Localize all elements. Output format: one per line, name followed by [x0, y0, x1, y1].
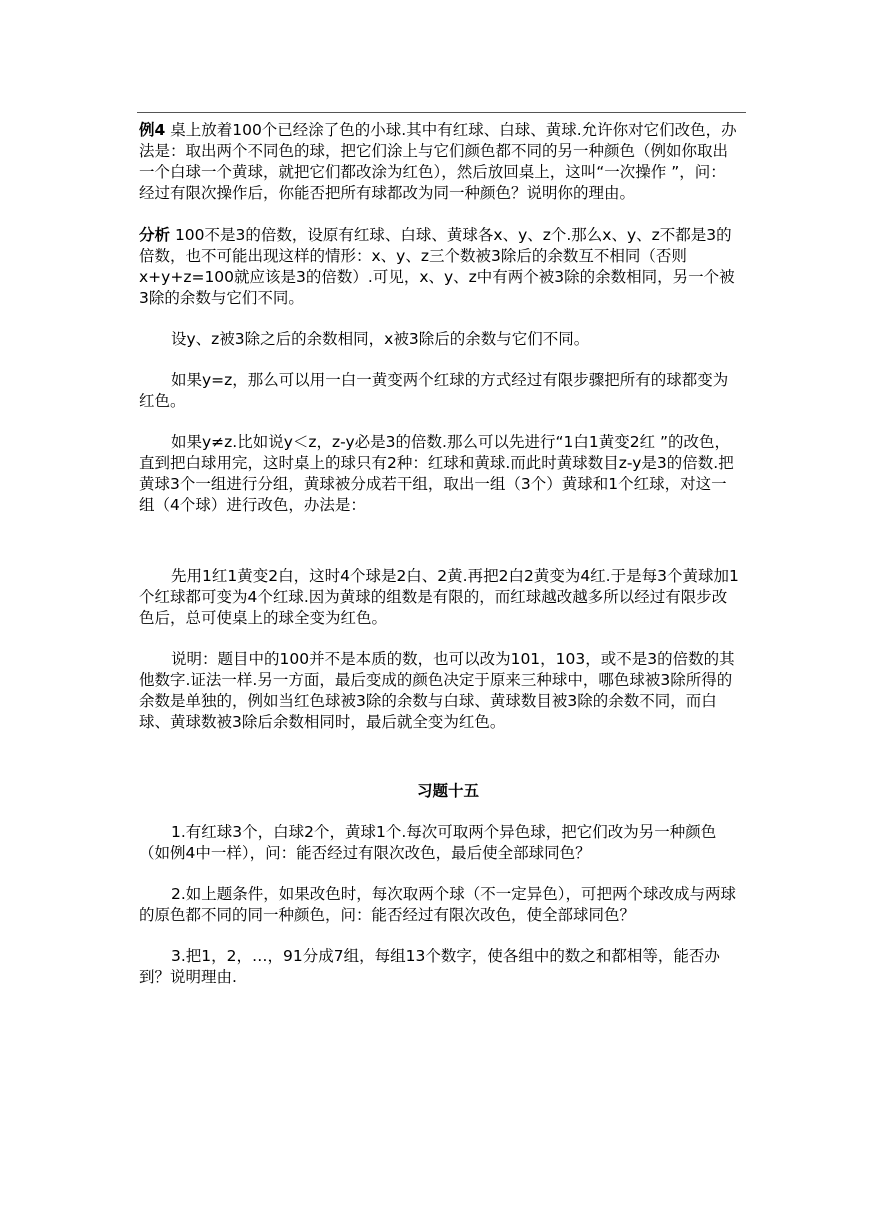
example-label: 例4	[139, 121, 166, 139]
analysis-text: 100不是3的倍数，设原有红球、白球、黄球各x、y、z个.那么x、y、z不都是3的倍数，也不可能出现这样的情形：x、y、z三个数被3除后的余数互不相同（否则x+y+z=100就应该是3的倍数）.可见，x、y、z中有两个被3除的余数相同，另一个被3除的余数与它们不同。	[139, 226, 735, 307]
analysis-label: 分析	[139, 226, 171, 244]
top-divider	[137, 112, 746, 113]
exercises-title: 习题十五	[416, 782, 479, 800]
paragraph-procedure: 先用1红1黄变2白，这时4个球是2白、2黄.再把2白2黄变为4红.于是每3个黄球加1个红球都可变为4个红球.因为黄球的组数是有限的，而红球越改越多所以经过有限步改色后，总可使桌上的球全变为红色。	[139, 567, 739, 627]
exercise-2: 2.如上题条件，如果改色时，每次取两个球（不一定异色），可把两个球改成与两球的原色都不同的同一种颜色，问：能否经过有限次改色，使全部球同色？	[139, 885, 737, 924]
paragraph-case-unequal: 如果y≠z.比如说y＜z，z-y必是3的倍数.那么可以先进行“1白1黄变2红 ”的改色，直到把白球用完，这时桌上的球只有2种：红球和黄球.而此时黄球数目z-y是3的倍数.把黄球3个一组进行分组，黄球被分成若干组，取出一组（3个）黄球和1个红球，对这一组（4个球）进行改色，办法是：	[139, 433, 734, 514]
paragraph-note: 说明：题目中的100并不是本质的数，也可以改为101，103，或不是3的倍数的其他数字.证法一样.另一方面，最后变成的颜色决定于原来三种球中，哪色球被3除所得的余数是单独的，例如当红色球被3除的余数与白球、黄球数目被3除的余数不同，而白球、黄球数被3除后余数相同时，最后就全变为红色。	[139, 650, 735, 731]
document-body	[139, 120, 739, 988]
exercise-1: 1.有红球3个，白球2个，黄球1个.每次可取两个异色球，把它们改为另一种颜色（如例4中一样），问：能否经过有限次改色，最后使全部球同色？	[139, 823, 717, 862]
paragraph-remainder-setup: 设y、z被3除之后的余数相同，x被3除后的余数与它们不同。	[171, 330, 590, 348]
analysis-paragraph	[139, 225, 739, 309]
example-paragraph	[139, 120, 739, 204]
example-text: 桌上放着100个已经涂了色的小球.其中有红球、白球、黄球.允许你对它们改色，办法是：取出两个不同色的球，把它们涂上与它们颜色都不同的另一种颜色（例如你取出一个白球一个黄球，就把它们都改涂为红色），然后放回桌上，这叫“一次操作 ”，问：经过有限次操作后，你能否把所有球都改为同一种颜色？说明你的理由。	[139, 121, 737, 202]
paragraph-case-equal: 如果y=z，那么可以用一白一黄变两个红球的方式经过有限步骤把所有的球都变为红色。	[139, 371, 729, 410]
exercise-3: 3.把1，2，…，91分成7组，每组13个数字，使各组中的数之和都相等，能否办到？说明理由.	[139, 947, 720, 986]
